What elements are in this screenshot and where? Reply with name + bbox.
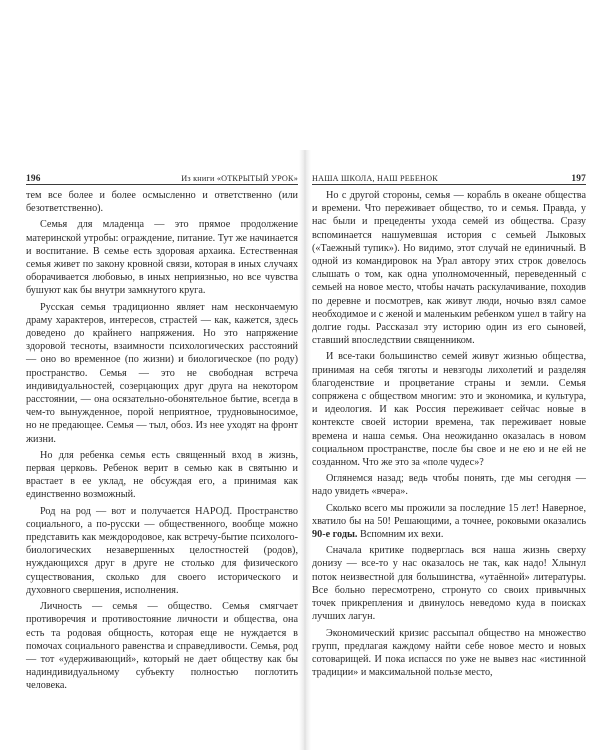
right-paragraph: И все-таки большинство семей живут жизнью общества, принимая на себя тяготы и невзгоды лихолетий и разделяя благоденствие и процветание страны и земли. Семья сопряжена с обществом многим: это и экономика, и культура, и идеология. И как Россия переживает сейчас новые в контексте своей истории времена, так переживает новые времена и наша семья. Она неожиданно оказалась в новом социальном пространстве, после бы свое и не ею и не ей не созданном. Что же это за «поле чудес»? xyxy=(312,351,586,469)
left-paragraph: Семья для младенца — это прямое продолжение материнской утробы: ограждение, питание. Тут же начинается и воспитание. В семье есть здоровая архаика. Естественная семья живет по закону кровной связи, которая в иных случаях оборачивается любовью, в иных неприязнью, но все чувства бушуют как бы внутри замкнутого круга. xyxy=(26,219,298,297)
right-paragraph: Но с другой стороны, семья — корабль в океане общества и времени. Что переживает общество, то и семья. Правда, у нас были и прецеденты ухода семей из общества. Сразу вспоминается нашумевшая история с семьей Лыковых («Таежный тупик»). Но видимо, этот случай не единичный. В одной из командировок на Урал автору этих строк довелось слышать о том, как одна уполномоченный, переведенный с семьей на новое место, чтобы начать раскулачивание, походив по деревне и посмотрев, как живут люди, ночью взял самое необходимое и с женой и маленьким ребенком ушел в тайгу на долгие годы. Рассказал эту историю один из его сыновей, ставший впоследствии священником. xyxy=(312,190,586,347)
left-page xyxy=(26,172,298,693)
right-paragraph: Оглянемся назад; ведь чтобы понять, где мы сегодня — надо увидеть «вчера». xyxy=(312,473,586,498)
left-running-title: Из книги «ОТКРЫТЫЙ УРОК» xyxy=(181,174,298,183)
left-paragraph: тем все более и более осмысленно и ответственно (или безответственно). xyxy=(26,190,298,215)
left-running-head xyxy=(26,172,298,185)
right-paragraph-text: Сколько всего мы прожили за последние 15 лет! Наверное, хватило бы на 50! Решающими, а точнее, роковыми оказались xyxy=(312,502,586,527)
left-paragraph: Род на род — вот и получается НАРОД. Пространство социального, а по-русски — общественного, вообще можно представить как междородовое, как встречу-бытие психолого-биологических незавершенных целостностей (родов), нуждающихся друг в друге не столько для физического существования, сколько для своего исторического и духовного свершения, исполнения. xyxy=(26,505,298,596)
right-page xyxy=(312,172,586,679)
right-paragraph: Экономический кризис рассыпал общество на множество групп, предлагая каждому найти себе новое место и новых сотоварищей. И пока испасся по уже не вывез нас «истинной традиции» и максимальной пользе место, xyxy=(312,627,586,679)
right-paragraph: Сначала критике подверглась вся наша жизнь сверху донизу — все-то у нас оказалось не так, как надо! Хлынул поток неизвестной для большинства, «утаённой» литературы. Все больно пересмотрено, стронуто со своих привычных точек прикрепления и двинулось неведомо куда в поисках лучших лагун. xyxy=(312,545,586,623)
left-paragraph: Но для ребенка семья есть священный вход в жизнь, первая церковь. Ребенок верит в семью как в святыню и врастает в ее уклад, не обсуждая его, а принимая как единственно возможный. xyxy=(26,449,298,501)
right-running-title: НАША ШКОЛА, НАШ РЕБЕНОК xyxy=(312,174,438,183)
right-page-number: 197 xyxy=(571,174,586,184)
left-paragraph: Русская семья традиционно являет нам нескончаемую драму характеров, интересов, страстей — как, кажется, здесь доведено до крайнего напряжения. Но это напряжение здоровой тесноты, взаимности психологических расстояний — оно во временное (по жизни) и биологическое (по роду) пространство. Семья — это не свободная встреча индивидуальностей, созерцающих друг друга на некотором расстоянии, — она осязательно-обонятельное бытие, всегда в чем-то вынужденное, порой неприятное, трудновыносимое, но не предающее. Семья — тыл, обоз. Из нее уходят на фронт жизни. xyxy=(26,301,298,445)
right-running-head xyxy=(312,172,586,185)
left-page-number: 196 xyxy=(26,174,41,184)
book-gutter xyxy=(299,150,311,750)
right-paragraph-bold: 90-е годы. xyxy=(312,529,358,541)
left-paragraph: Личность — семья — общество. Семья смягчает противоречия и противостояние личности и общества, она есть та родовая общность, которая еще не нуждается в помочах социального равенства и справедливости. Семья, род — тот «удерживающий», который не дает обществу как бы надиндивидуальному субъекту полностью поглотить человека. xyxy=(26,601,298,692)
right-paragraph xyxy=(312,502,586,542)
right-paragraph-text: Вспомним их вехи. xyxy=(357,529,444,541)
